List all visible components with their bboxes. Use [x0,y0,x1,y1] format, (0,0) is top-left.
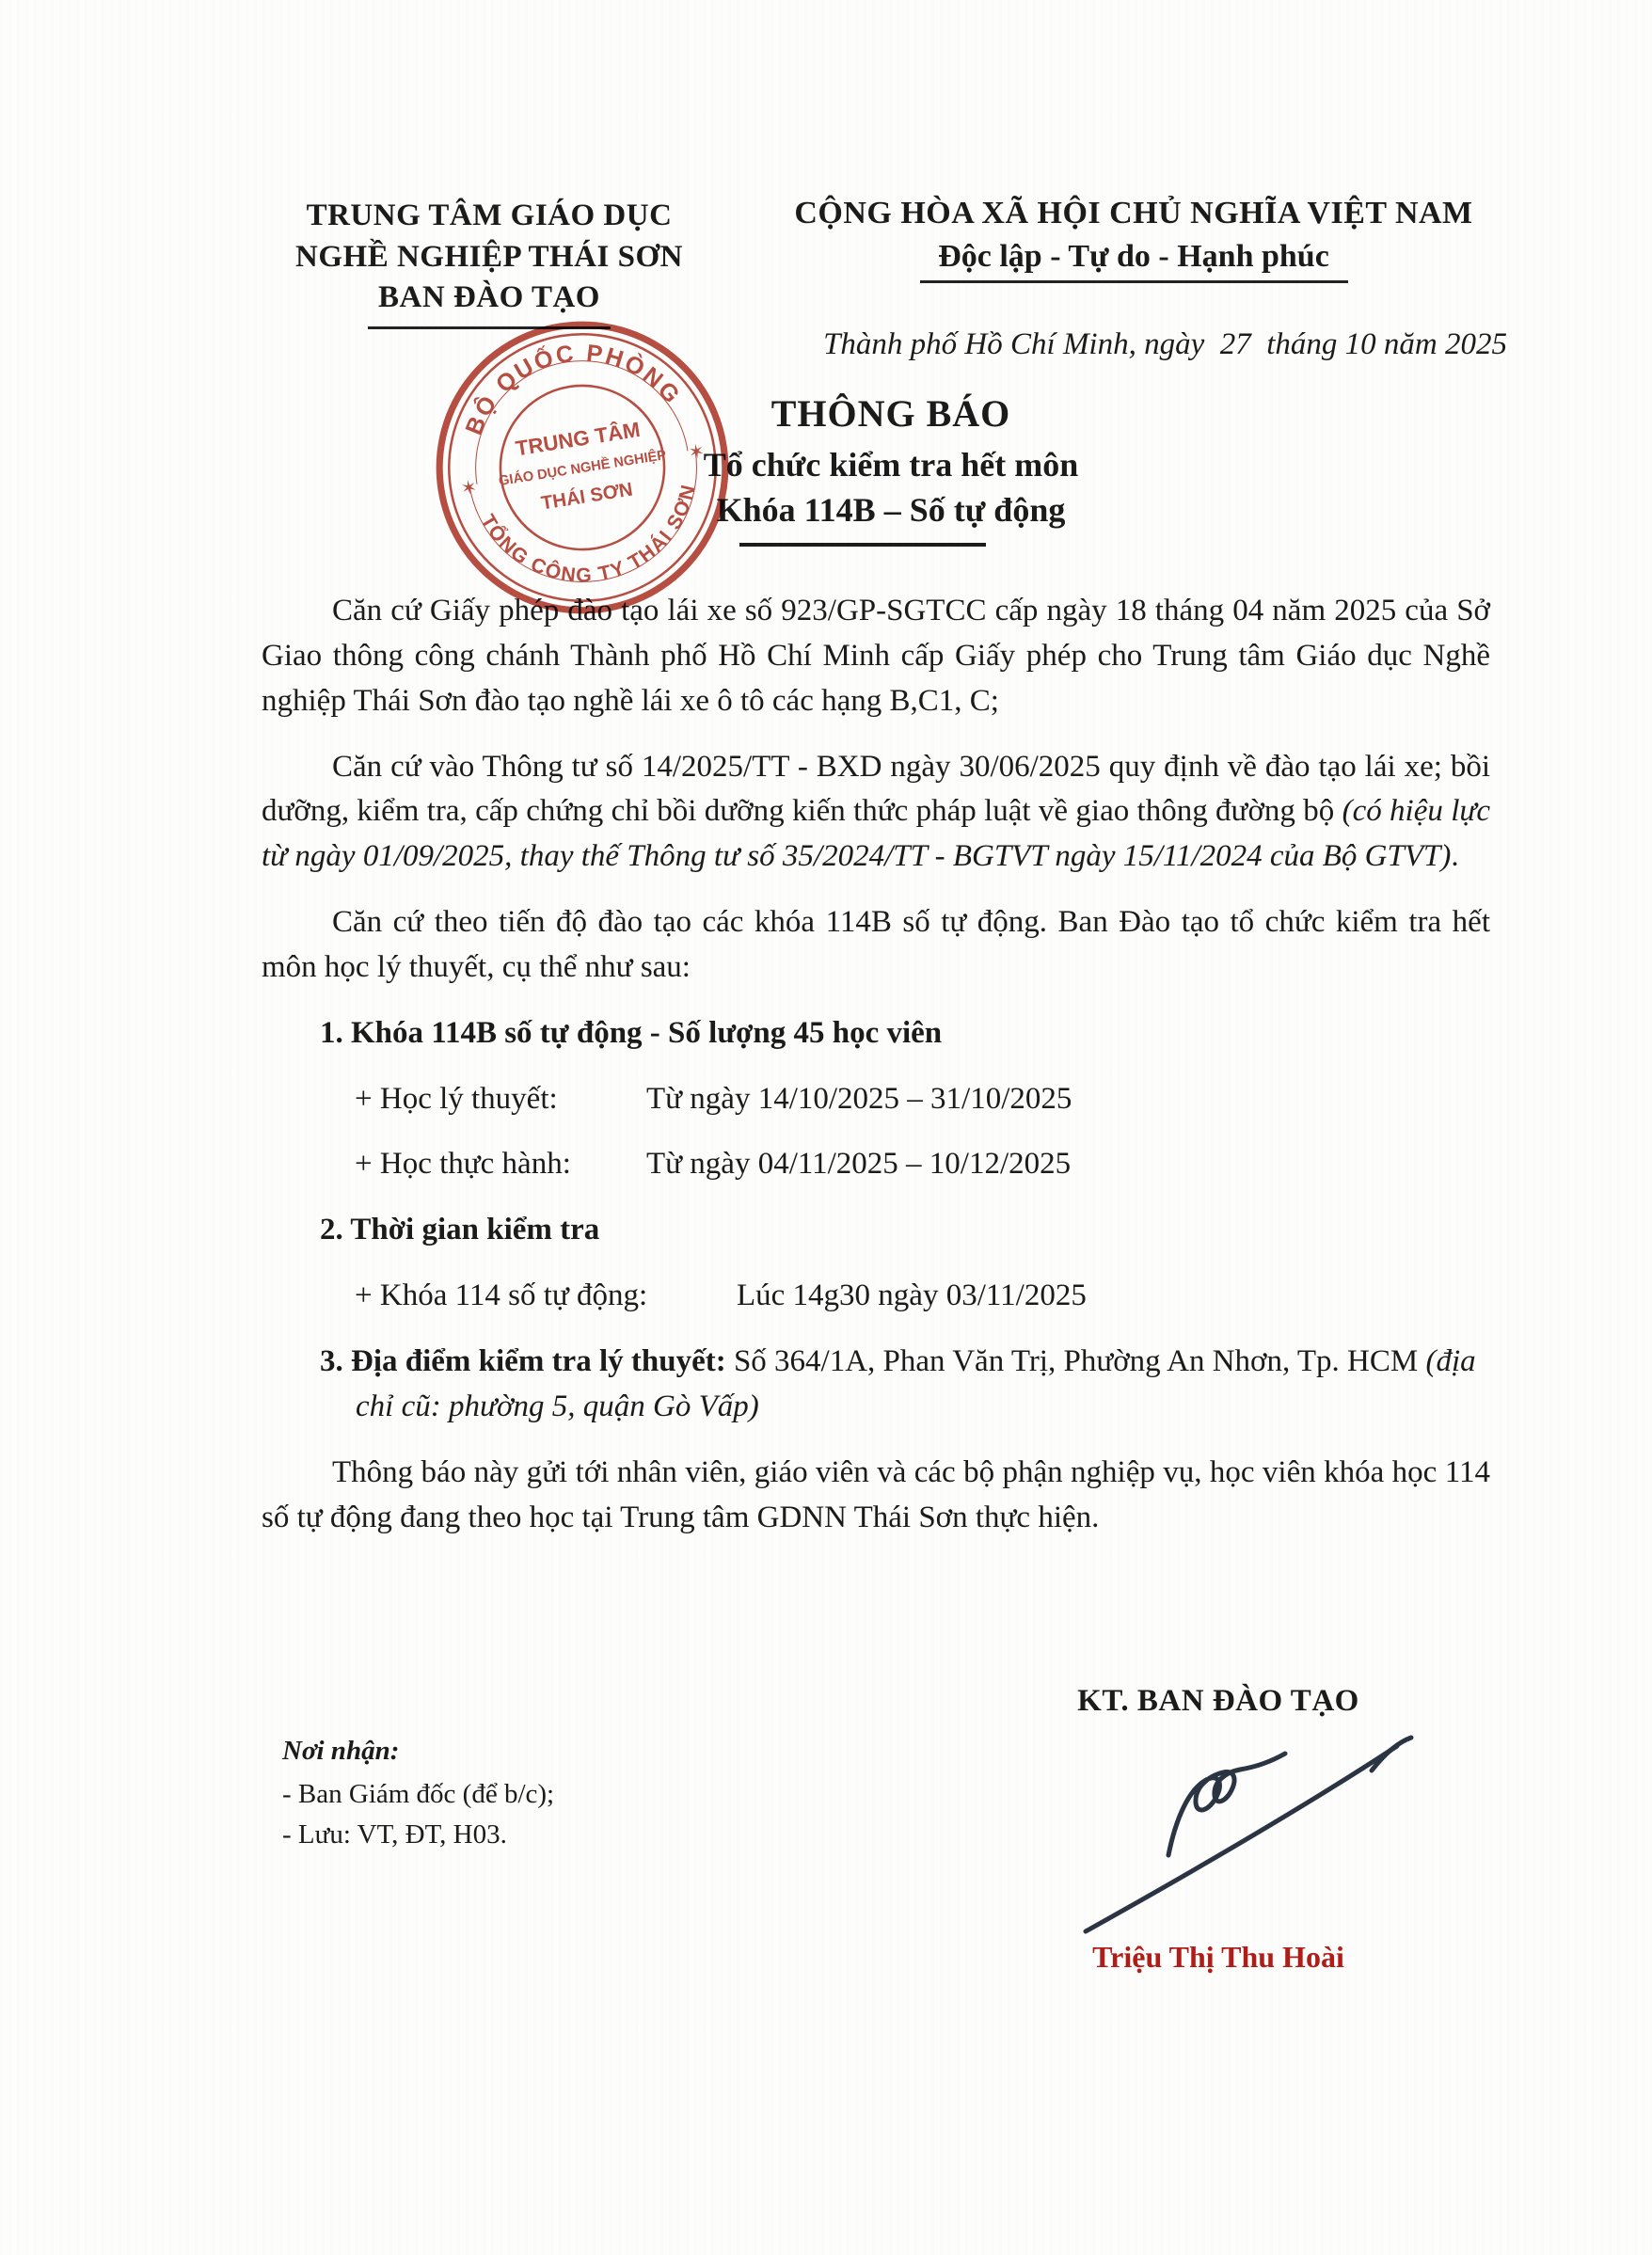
stamp-star-right-icon: ✶ [687,440,707,465]
stamp-center-line2: GIÁO DỤC NGHỀ NGHIỆP [498,448,668,490]
place-date-line: Thành phố Hồ Chí Minh, ngày 27 tháng 10 năm 2025 [823,327,1507,361]
item2-sub-exam-value: Lúc 14g30 ngày 03/11/2025 [737,1278,1087,1313]
official-red-stamp [425,310,739,625]
stamp-center-line3: THÁI SƠN [539,479,635,515]
paragraph-legal-basis-1: Căn cứ Giấy phép đào tạo lái xe số 923/GP-SGTCC cấp ngày 18 tháng 04 năm 2025 của Sở Giao thông công chánh Thành phố Hồ Chí Minh cấp Giấy phép cho Trung tâm Giáo dục Nghề nghiệp Thái Sơn đào tạo nghề lái xe ô tô các hạng B,C1, C; [262,594,1490,718]
item3-location [320,1340,1490,1430]
national-motto: Độc lập - Tự do - Hạnh phúc [938,239,1329,274]
item1-heading: 1. Khóa 114B số tự động - Số lượng 45 học viên [320,1015,943,1050]
p2-normal-text: Căn cứ vào Thông tư số 14/2025/TT - BXD ngày 30/06/2025 quy định về đào tạo lái xe; bồi dưỡng, kiểm tra, cấp chứng chỉ bồi dưỡng kiến thức pháp luật về giao thông đường bộ [262,749,1490,829]
recipient-line-2: - Lưu: VT, ĐT, H03. [282,1819,507,1850]
document-subtitle: Tổ chức kiểm tra hết môn [703,446,1079,484]
item1-sub-theory-value: Từ ngày 14/10/2025 – 31/10/2025 [646,1081,1072,1116]
signature-ink-graphic [1072,1731,1439,1943]
recipient-line-1: - Ban Giám đốc (để b/c); [282,1778,555,1809]
document-body [262,589,1490,1561]
signature-hook-stroke [1372,1738,1411,1771]
document-course-line: Khóa 114B – Số tự động [716,491,1066,529]
item1-sub-practice [355,1142,1490,1187]
paragraph-purpose: Căn cứ theo tiến độ đào tạo các khóa 114B số tự động. Ban Đào tạo tổ chức kiểm tra hết môn học lý thuyết, cụ thể như sau: [262,905,1490,984]
paragraph-legal-basis-2 [262,745,1490,881]
item3-old-address-note: (địa chỉ cũ: phường 5, quận Gò Vấp) [356,1343,1476,1423]
item1-sub-practice-label: + Học thực hành: [355,1147,571,1182]
p2-italic-note: (có hiệu lực từ ngày 01/09/2025, thay thế Thông tư số 35/2024/TT - BGTVT ngày 15/11/2024 của Bộ GTVT) [262,794,1491,874]
signature-loop-scribble [1168,1754,1285,1855]
item3-heading: 3. Địa điểm kiểm tra lý thuyết: [320,1343,726,1378]
item2-sub-exam-label: + Khóa 114 số tự động: [355,1278,648,1313]
item1-sub-theory [355,1077,1490,1122]
item1-sub-practice-value: Từ ngày 04/11/2025 – 10/12/2025 [646,1147,1072,1182]
item1-sub-theory-label: + Học lý thuyết: [355,1081,558,1116]
title-underline [739,543,986,547]
recipients-block [282,1734,809,1853]
signature-long-stroke [1086,1746,1397,1931]
signer-name: Triệu Thị Thu Hoài [1092,1940,1344,1974]
national-header-block [753,196,1515,283]
handwritten-signature [1072,1731,1439,1943]
national-title: CỘNG HÒA XÃ HỘI CHỦ NGHĨA VIỆT NAM [794,196,1473,230]
org-department: BAN ĐÀO TẠO [378,280,600,315]
stamp-graphic [425,310,739,625]
signature-title: KT. BAN ĐÀO TẠO [1077,1684,1359,1718]
national-motto-underline [920,280,1348,283]
org-name-line2: NGHỀ NGHIỆP THÁI SƠN [295,239,683,274]
paragraph-closing: Thông báo này gửi tới nhân viên, giáo viên và các bộ phận nghiệp vụ, học viên khóa học 114 số tự động đang theo học tại Trung tâm GDNN Thái Sơn thực hiện. [262,1454,1490,1534]
org-name-line1: TRUNG TÂM GIÁO DỤC [306,199,673,232]
stamp-top-arc-text: BỘ QUỐC PHÒNG [460,340,687,439]
stamp-star-left-icon: ✶ [459,477,479,500]
item3-address: Số 364/1A, Phan Văn Trị, Phường An Nhơn, Tp. HCM [725,1343,1426,1378]
item2-heading: 2. Thời gian kiểm tra [320,1213,600,1247]
stamp-bottom-arc-text: TỔNG CÔNG TY THÁI SƠN [476,481,701,587]
org-header-block [235,196,743,329]
recipients-heading: Nơi nhận: [282,1736,400,1766]
p2-period: . [1451,839,1459,874]
document-title: THÔNG BÁO [770,392,1011,435]
item2-sub-exam-time [355,1274,1490,1319]
stamp-center-line1: TRUNG TÂM [514,417,643,461]
